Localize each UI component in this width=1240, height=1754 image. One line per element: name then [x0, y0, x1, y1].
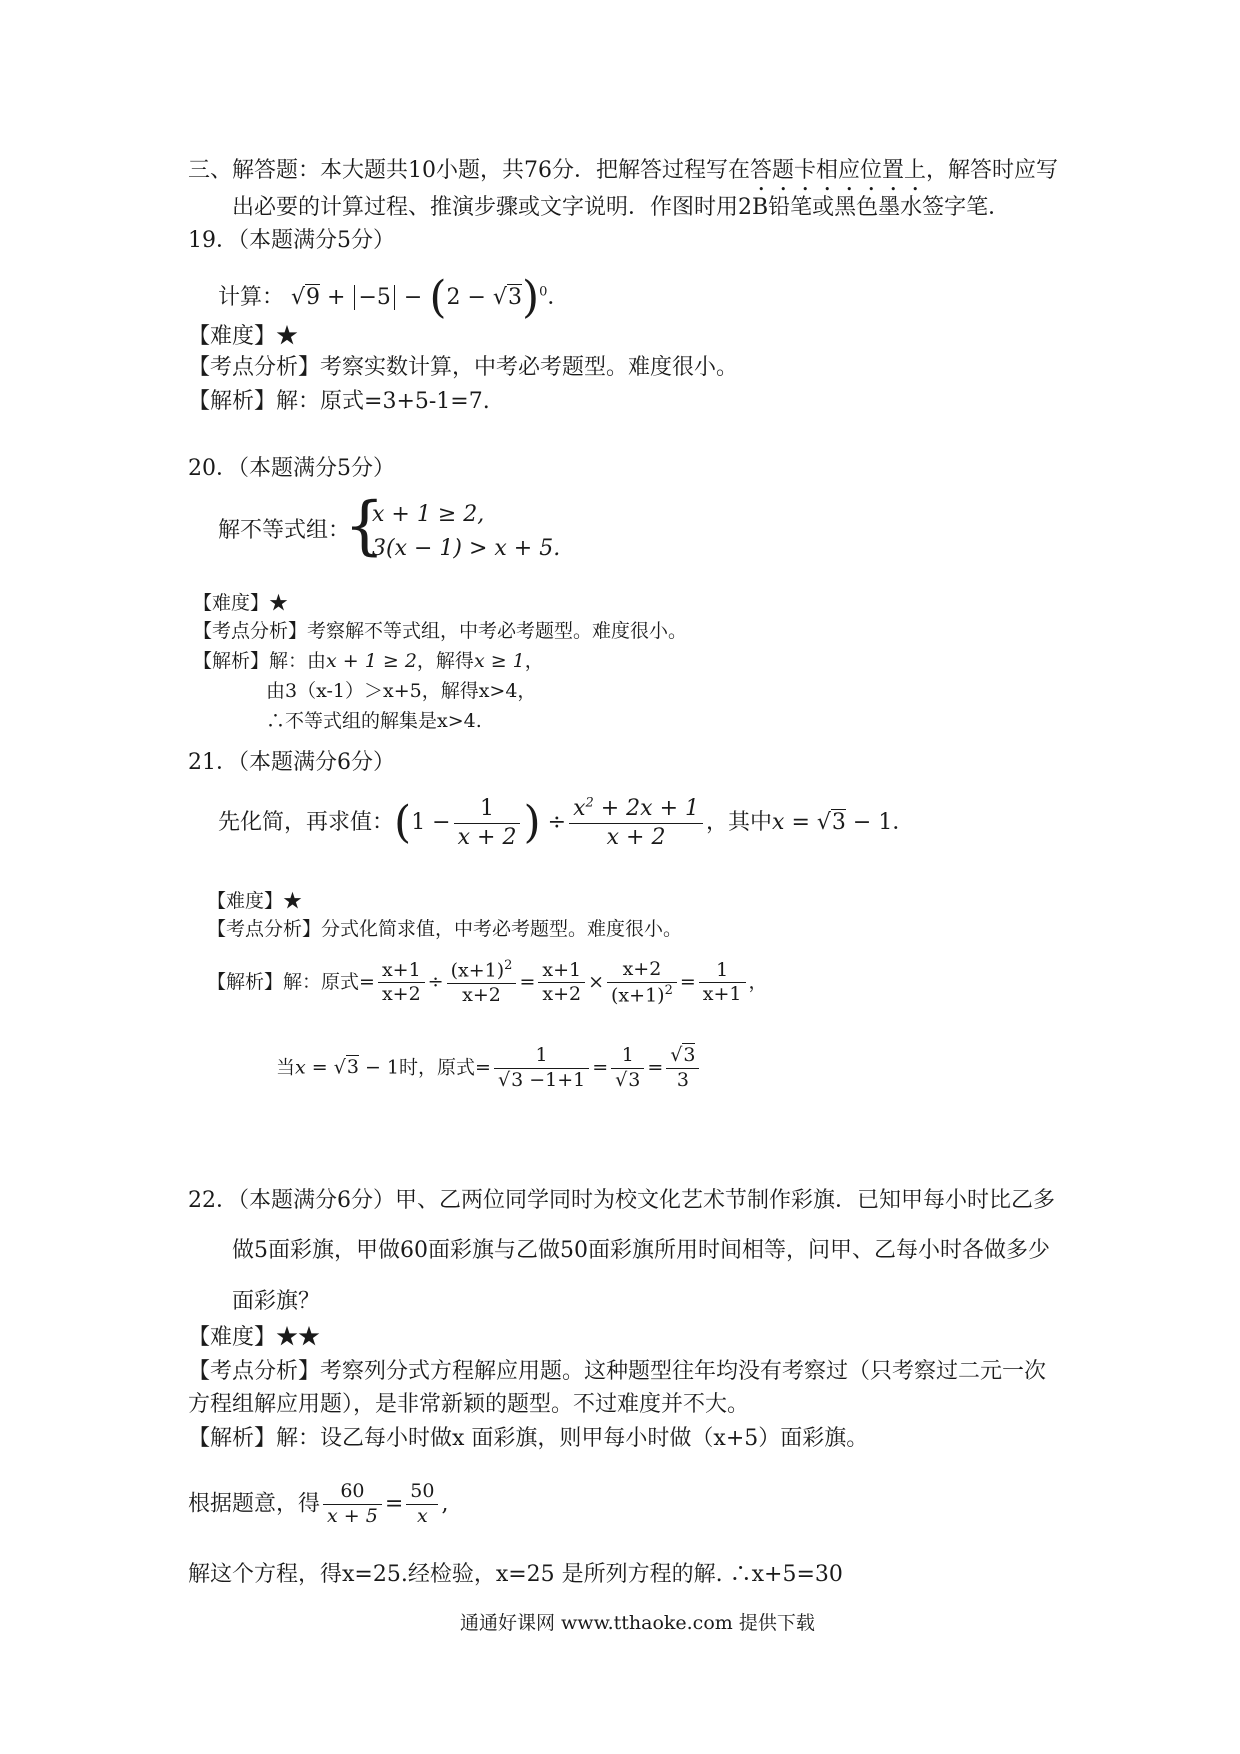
q21-difficulty-stars: ★ — [283, 890, 303, 912]
q19-difficulty-stars: ★ — [276, 324, 299, 349]
q20-analysis-text: 考察解不等式组，中考必考题型。难度很小。 — [307, 620, 688, 642]
q22-analysis-2: 方程组解应用题），是非常新颖的题型。不过难度并不大。 — [188, 1392, 750, 1417]
section-heading-suffix: ，解答时应写 — [926, 158, 1059, 183]
q21-substitute: 当x = √3 − 1时，原式= $\frac{1}{√3 -1+1}$ = $\frac{1}{√3}$ = $\frac{√3}{3}$ — [276, 1044, 702, 1093]
q19-solution-tag: 【解析】 — [188, 389, 277, 414]
q20-sol-line3: ∴不等式组的解集是x>4. — [266, 710, 482, 732]
q19-analysis-text: 考察实数计算，中考必考题型。难度很小。 — [320, 355, 739, 380]
q22-analysis-tag: 【考点分析】 — [188, 1359, 321, 1384]
q22-frac-right: $\frac{50}{x}$ — [406, 1480, 438, 1529]
section-heading-prefix: 三、解答题：本大题共10小题，共76分．把解答过程写在 — [188, 158, 750, 183]
q21-analysis-text: 分式化简求值，中考必考题型。难度很小。 — [321, 918, 683, 940]
q22-solution-text: 解：设乙每小时做x 面彩旗，则甲每小时做（x+5）面彩旗。 — [276, 1426, 869, 1451]
q19-solution-text: 解：原式=3+5-1=7. — [276, 389, 490, 414]
q19-problem — [218, 272, 570, 323]
q19-header: 19．（本题满分5分） — [188, 228, 395, 253]
q20-solution-mid: ，解得 — [416, 650, 474, 672]
q21-frac-1: $\frac{1}{x + 2}$ — [454, 795, 521, 851]
q20-analysis-tag: 【考点分析】 — [193, 620, 308, 642]
q21-prompt: 先化简，再求值： — [218, 810, 395, 835]
footer-credit: 通通好课网 www.tthaoke.com 提供下载 — [460, 1612, 815, 1634]
q21-solution: 【解析】解：原式= $\frac{x+1}{x+2}$ ÷ $\frac{(x+1)^2}{x+2}$ = $\frac{x+1}{x+2}$ × $\frac{x+2}{(x+1)^2}$ = $\frac{1}{x+1}$ ， — [207, 958, 768, 1007]
q19-analysis-tag: 【考点分析】 — [188, 355, 321, 380]
q21-problem: 先化简，再求值：(1 − $\frac{1}{x + 2}$ ) ÷ $\frac{x^2 + 2x + 1}{x + 2}$ ，其中x = √3 − 1． — [218, 795, 915, 850]
q19-difficulty-tag: 【难度】 — [188, 324, 277, 349]
q22-difficulty — [188, 1327, 320, 1349]
q21-analysis — [207, 920, 682, 939]
q22-final: 解这个方程，得x=25.经检验，x=25 是所列方程的解. ∴x+5=30 — [188, 1562, 843, 1587]
q20-difficulty — [193, 594, 288, 613]
q21-when-prefix: 当 — [276, 1056, 296, 1079]
q20-header: 20．（本题满分5分） — [188, 456, 395, 481]
q19-formula: $√9 + -5 - (2 - √3)^0$． — [291, 272, 570, 323]
q21-frac-2: $\frac{x^2 + 2x + 1}{x + 2}$ — [569, 795, 703, 851]
q21-where: ，其中 — [706, 810, 773, 835]
q22-difficulty-stars: ★★ — [276, 1325, 321, 1350]
q19-prompt: 计算： — [218, 285, 285, 310]
q22-solution-tag: 【解析】 — [188, 1426, 277, 1451]
q20-brace: { — [344, 489, 385, 563]
q20-difficulty-stars: ★ — [269, 592, 289, 614]
q20-solution: 【解析】解：由x + 1 ≥ 2，解得x ≥ 1， — [193, 650, 544, 672]
q21-difficulty — [207, 892, 302, 911]
q20-difficulty-tag: 【难度】 — [193, 592, 270, 614]
q21-solution-tag: 【解析】 — [207, 970, 284, 993]
q20-sol-ineq1: x + 1 ≥ 2 — [326, 650, 417, 672]
q22-line1: 22．（本题满分6分）甲、乙两位同学同时为校文化艺术节制作彩旗．已知甲每小时比乙多 — [188, 1188, 1055, 1213]
q22-equation-line: 根据题意，得 $\frac{60}{x + 5}$ = $\frac{50}{x}$ , — [188, 1480, 449, 1527]
section-heading-line1 — [188, 158, 1058, 196]
q22-line3: 面彩旗？ — [232, 1289, 321, 1314]
q19-difficulty — [188, 326, 298, 348]
q19-analysis — [188, 357, 738, 379]
q22-difficulty-tag: 【难度】 — [188, 1325, 277, 1350]
q20-solution-tag: 【解析】 — [193, 650, 270, 672]
q22-according: 根据题意，得 — [188, 1491, 321, 1517]
q22-analysis-1 — [188, 1361, 1046, 1383]
section-heading-line2: 出必要的计算过程、推演步骤或文字说明．作图时用2B铅笔或黑色墨水签字笔． — [232, 195, 1011, 220]
q20-analysis — [193, 622, 687, 641]
q21-analysis-tag: 【考点分析】 — [207, 918, 322, 940]
q19-solution — [188, 391, 490, 413]
q22-line2: 做5面彩旗，甲做60面彩旗与乙做50面彩旗所用时间相等，问甲、乙每小时各做多少 — [232, 1238, 1050, 1263]
q22-frac-left: $\frac{60}{x + 5}$ — [323, 1480, 382, 1529]
q22-solution — [188, 1428, 868, 1450]
q22-analysis-text-1: 考察列分式方程解应用题。这种题型往年均没有考察过（只考察过二元一次 — [320, 1359, 1047, 1384]
q20-inequality-1: x + 1 ≥ 2, — [372, 502, 485, 527]
q20-prompt: 解不等式组： — [218, 518, 351, 543]
q21-header: 21．（本题满分6分） — [188, 750, 395, 775]
q21-when-suffix: 时，原式= — [399, 1056, 491, 1079]
q20-inequality-2: 3(x − 1) > x + 5. — [372, 536, 561, 561]
q21-difficulty-tag: 【难度】 — [207, 890, 284, 912]
section-heading-emphasis: 答题卡相应位置上 — [750, 158, 927, 183]
q20-sol-line2: 由3（x-1）＞x+5，解得x>4， — [266, 680, 537, 702]
q20-solution-prefix: 解：由 — [269, 650, 327, 672]
q21-solution-prefix: 解：原式= — [283, 970, 375, 993]
q20-sol-result1: x ≥ 1 — [473, 650, 525, 672]
